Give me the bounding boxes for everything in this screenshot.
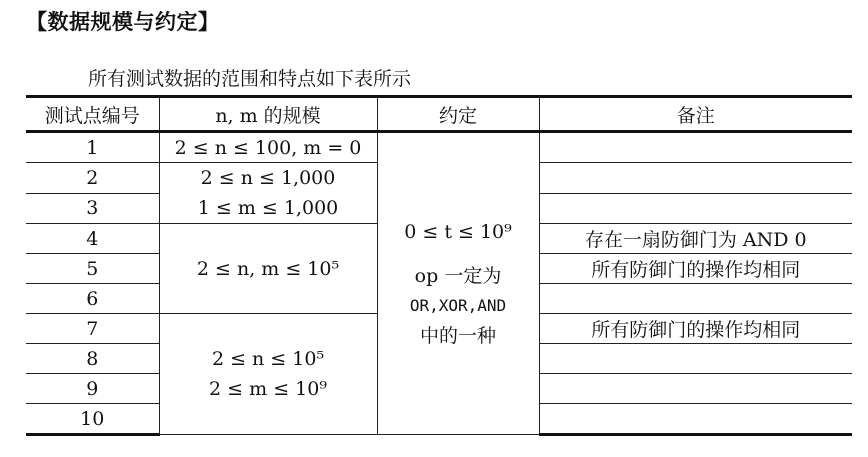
- op-line-1: op 一定为: [414, 264, 502, 287]
- scale-cell: [159, 224, 377, 314]
- test-id: 4: [26, 224, 159, 254]
- constraint-cell: [377, 132, 539, 435]
- test-id: 8: [26, 344, 159, 374]
- op-line-2: OR,XOR,AND: [409, 295, 507, 315]
- scale-cell: [159, 314, 377, 435]
- test-id: 10: [26, 404, 159, 435]
- scale-cell: [159, 163, 377, 224]
- remark-cell: [539, 163, 852, 194]
- header-test-id: 测试点编号: [26, 97, 159, 132]
- header-constraint: 约定: [377, 97, 539, 132]
- scale-cell: [159, 132, 377, 163]
- scale-line: 2 ≤ n ≤ 1,000: [200, 167, 336, 189]
- scale-line: 1 ≤ m ≤ 1,000: [197, 197, 339, 219]
- remark-cell: [539, 374, 852, 404]
- header-remark: 备注: [539, 97, 852, 132]
- scale-line: 2 ≤ m ≤ 10⁹: [209, 378, 327, 400]
- test-id: 3: [26, 193, 159, 224]
- table-header-row: [26, 97, 852, 132]
- section-title: 【数据规模与约定】: [26, 10, 220, 34]
- scale-line: 2 ≤ n, m ≤ 10⁵: [196, 257, 340, 280]
- remark-cell: 所有防御门的操作均相同: [539, 314, 852, 344]
- test-id: 7: [26, 314, 159, 344]
- remark-cell: 所有防御门的操作均相同: [539, 254, 852, 284]
- table-row: [26, 132, 852, 163]
- test-id: 1: [26, 132, 159, 163]
- test-id: 9: [26, 374, 159, 404]
- header-scale: n, m 的规模: [159, 97, 377, 132]
- test-id: 5: [26, 254, 159, 284]
- remark-cell: 存在一扇防御门为 AND 0: [539, 224, 852, 254]
- test-id: 2: [26, 163, 159, 194]
- remark-cell: [539, 344, 852, 374]
- t-range: 0 ≤ t ≤ 10⁹: [404, 220, 512, 243]
- scale-line: 2 ≤ n ≤ 100, m = 0: [174, 136, 362, 159]
- remark-cell: [539, 404, 852, 435]
- remark-cell: [539, 284, 852, 314]
- scale-line: 2 ≤ n ≤ 10⁵: [211, 348, 325, 370]
- remark-cell: [539, 132, 852, 163]
- op-line-3: 中的一种: [419, 324, 496, 347]
- remark-cell: [539, 193, 852, 224]
- test-id: 6: [26, 284, 159, 314]
- table-intro: 所有测试数据的范围和特点如下表所示: [88, 68, 412, 90]
- data-scale-table: [26, 95, 852, 436]
